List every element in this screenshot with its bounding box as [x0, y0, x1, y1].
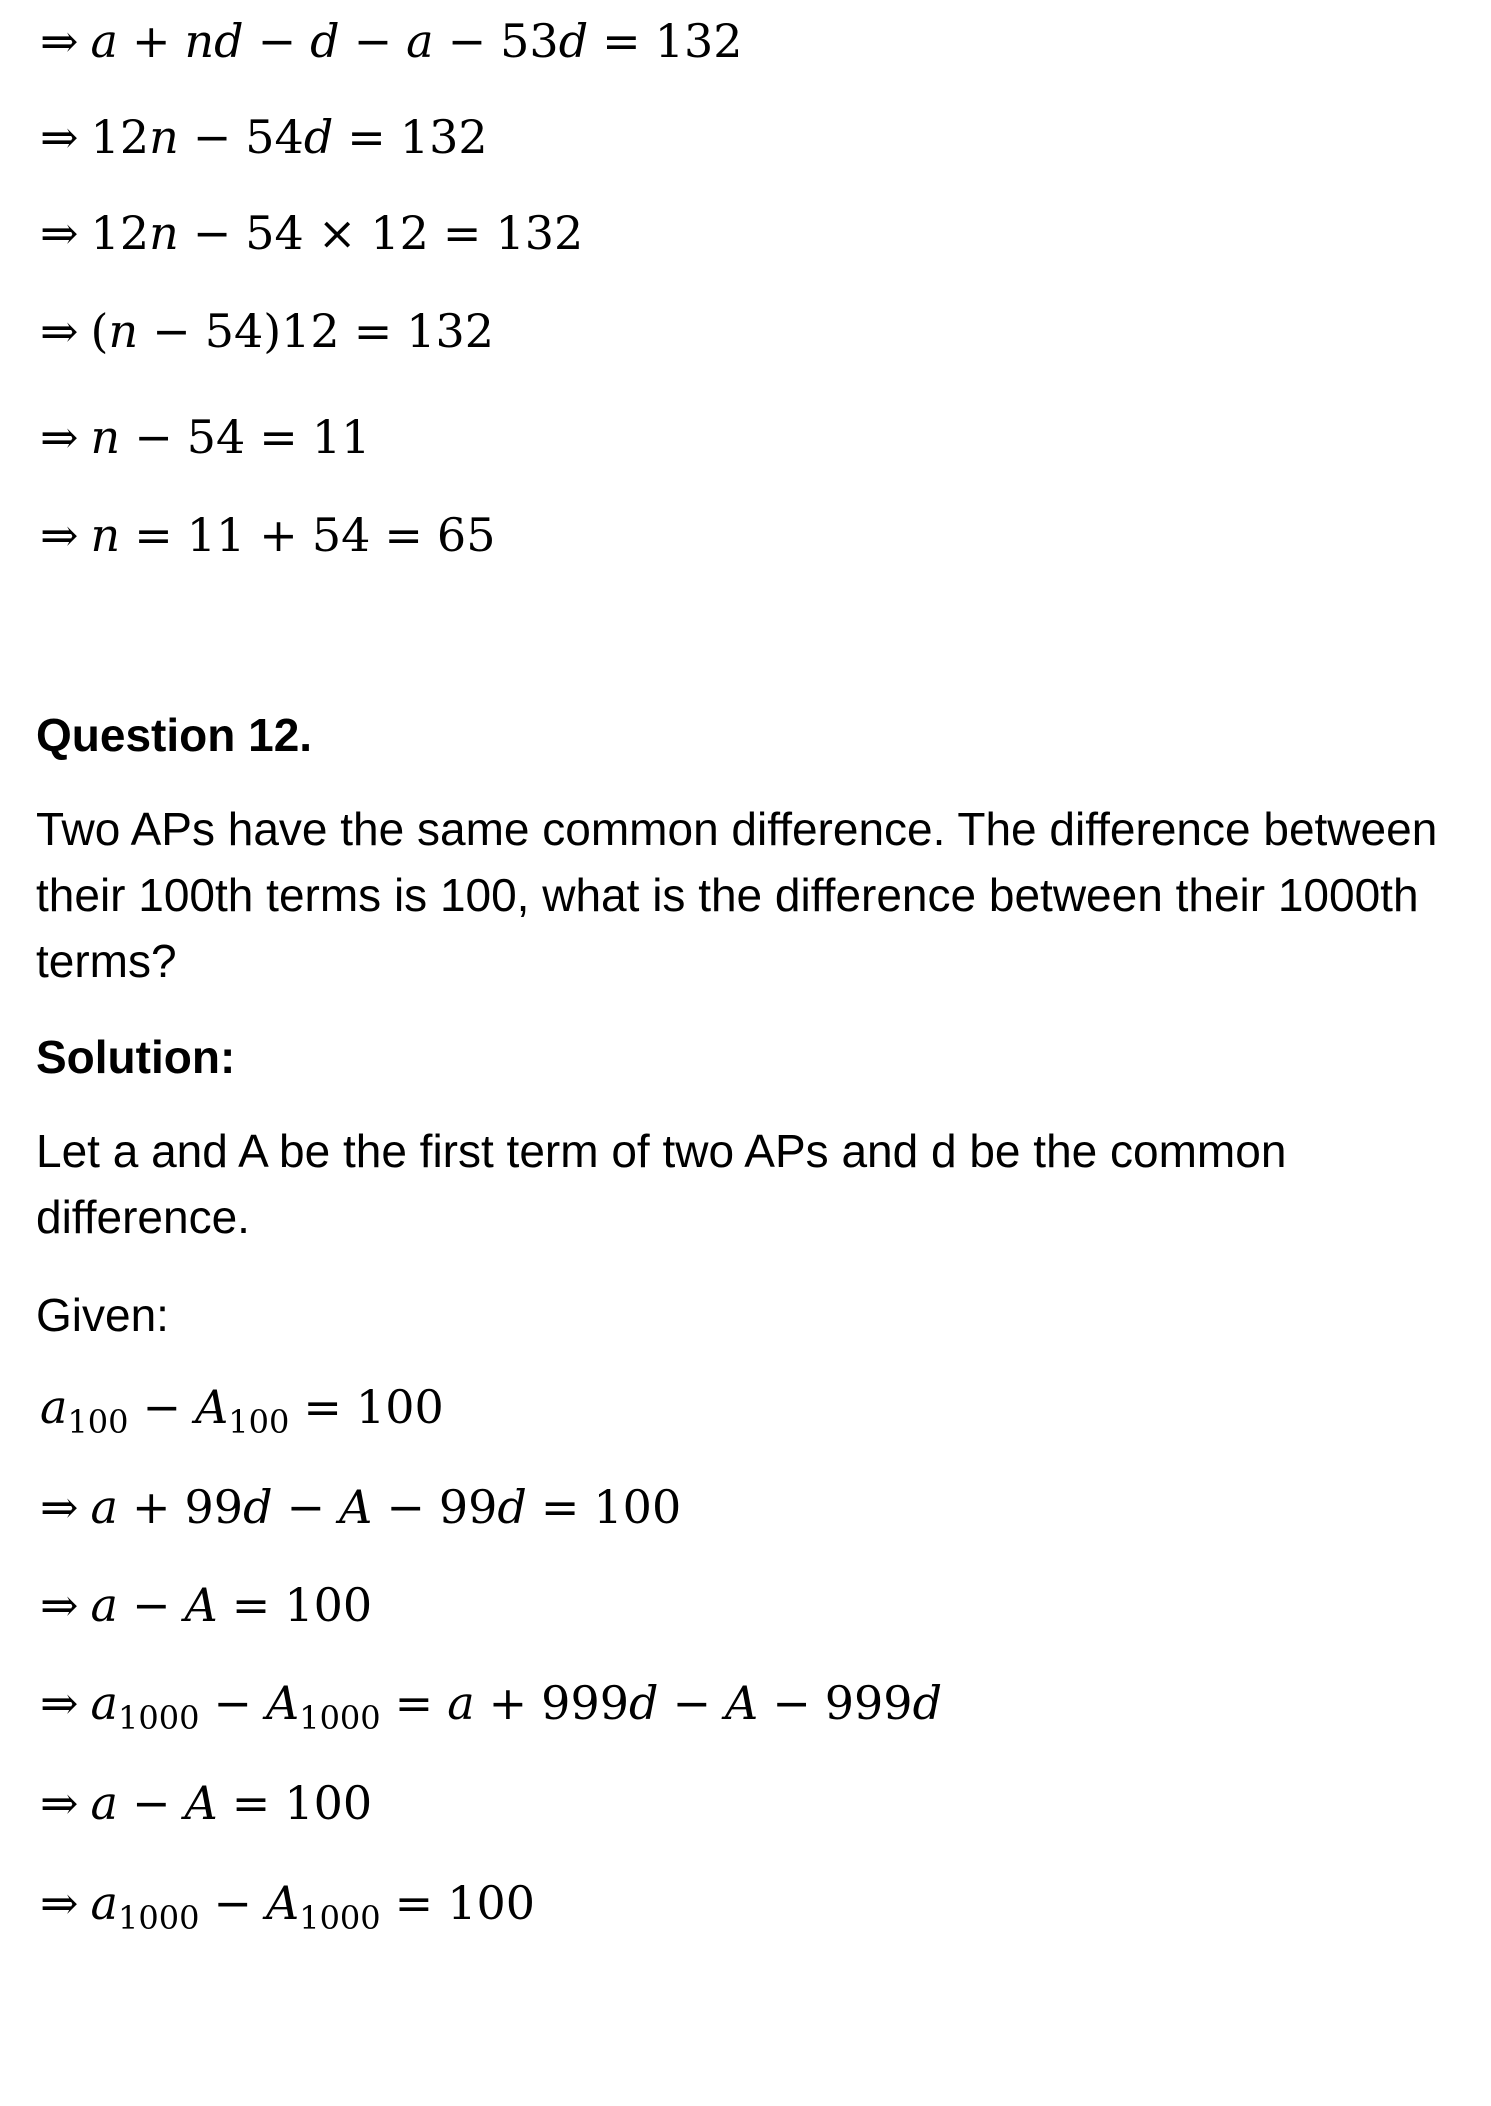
equation-line: ⇒ a − A = 100: [40, 1578, 373, 1632]
equation-line: ⇒ n − 54 = 11: [40, 410, 371, 464]
equation-line: ⇒ 12n − 54 × 12 = 132: [40, 206, 584, 260]
equation-line: $a_{100} - A_{100} = 100$: [40, 1380, 444, 1441]
solution-intro: Let a and A be the first term of two APs and d be the common difference.: [36, 1125, 1287, 1243]
solution-heading: Solution:: [36, 1031, 236, 1083]
equation-line: ⇒ a + nd − d − a − 53d = 132: [40, 14, 743, 68]
equation-line: ⇒ (n − 54)12 = 132: [40, 304, 495, 358]
equation-line: ⇒ a − A = 100: [40, 1776, 373, 1830]
equation-line: ⇒ 12n − 54d = 132: [40, 110, 488, 164]
given-label: Given:: [36, 1289, 169, 1341]
equation-line: ⇒ $a_{1000} - A_{1000} = 100$: [40, 1876, 535, 1937]
equation-line: ⇒ n = 11 + 54 = 65: [40, 508, 496, 562]
equation-line: ⇒ a + 99d − A − 99d = 100: [40, 1480, 682, 1534]
equation-line: ⇒ $a_{1000} - A_{1000} = a + 999d - A - 999d$: [40, 1676, 943, 1737]
question-text: Two APs have the same common difference. The difference between their 100th terms is 100, what is the difference between their 1000th terms?: [36, 803, 1438, 987]
question-heading: Question 12.: [36, 709, 313, 761]
